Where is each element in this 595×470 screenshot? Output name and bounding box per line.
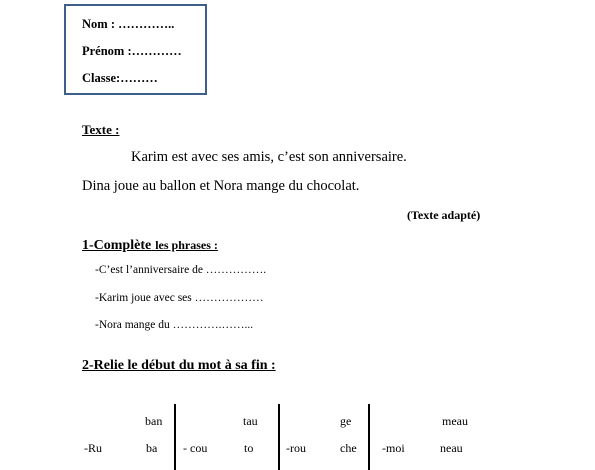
texte-line-2: Dina joue au ballon et Nora mange du chocolat. xyxy=(82,178,360,194)
word-start: -rou xyxy=(286,441,306,455)
word-ending: ban xyxy=(145,414,163,428)
word-start: -Ru xyxy=(84,441,102,455)
word-ending: to xyxy=(244,441,254,455)
exercise1-item-3: -Nora mange du ………….……... xyxy=(95,319,254,331)
exercise1-title-rest: les phrases : xyxy=(155,238,218,252)
word-ending: ge xyxy=(340,414,352,428)
student-info-box xyxy=(64,4,207,95)
texte-line-1: Karim est avec ses amis, c’est son anniversaire. xyxy=(131,149,407,165)
word-start: - cou xyxy=(183,441,208,455)
exercise1-item-2: -Karim joue avec ses ……………… xyxy=(95,292,264,304)
word-ending: che xyxy=(340,441,357,455)
word-start: -moi xyxy=(382,441,405,455)
word-ending: meau xyxy=(442,414,468,428)
texte-source: (Texte adapté) xyxy=(407,208,481,222)
word-ending: ba xyxy=(146,441,158,455)
nom-field: Nom : ………….. xyxy=(82,17,175,31)
exercise2-title: 2-Relie le début du mot à sa fin : xyxy=(82,358,276,373)
texte-heading: Texte : xyxy=(82,122,120,137)
word-ending: neau xyxy=(440,441,463,455)
table-separator xyxy=(174,404,176,470)
exercise1-title xyxy=(82,236,218,254)
prenom-field: Prénom :………… xyxy=(82,44,182,58)
exercise1-title-main: 1-Complète xyxy=(82,238,152,253)
table-separator xyxy=(278,404,280,470)
classe-field: Classe:……… xyxy=(82,71,158,85)
word-ending: tau xyxy=(243,414,258,428)
table-separator xyxy=(368,404,370,470)
exercise1-item-1: -C’est l’anniversaire de ……………. xyxy=(95,264,267,276)
